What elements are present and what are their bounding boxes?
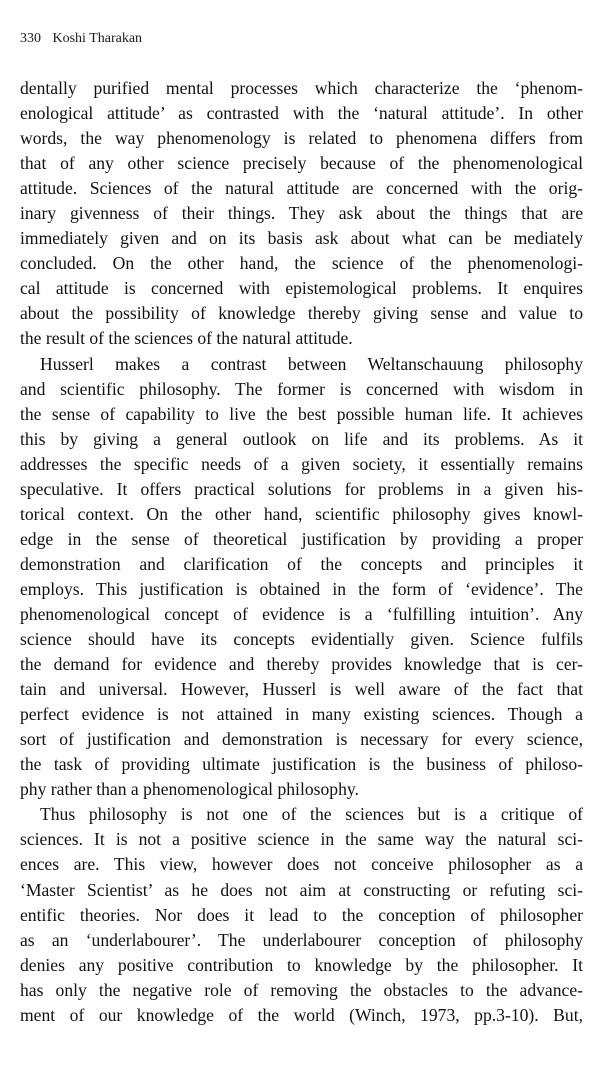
text-line: words, the way phenomenology is related to phenomena differs from	[20, 128, 583, 149]
text-line: cal attitude is concerned with epistemological problems. It enquires	[20, 278, 583, 299]
text-line: about the possibility of knowledge thereby giving sense and value to	[20, 303, 583, 324]
body-text	[20, 76, 583, 1028]
text-line: perfect evidence is not attained in many existing sciences. Though a	[20, 704, 583, 725]
text-line: employs. This justification is obtained in the form of ‘evidence’. The	[20, 578, 583, 599]
text-line: phenomenological concept of evidence is a ‘fulfilling intuition’. Any	[20, 603, 583, 624]
paragraph	[20, 802, 583, 1027]
text-line: the demand for evidence and thereby provides knowledge that is cer-	[20, 654, 583, 675]
paragraph	[20, 352, 583, 803]
text-line: tain and universal. However, Husserl is well aware of the fact that	[20, 679, 583, 700]
text-line: concluded. On the other hand, the science of the phenomenologi-	[20, 253, 583, 274]
text-line: ment of our knowledge of the world (Winch, 1973, pp.3-10). But,	[20, 1004, 583, 1025]
text-line: that of any other science precisely because of the phenomenological	[20, 153, 583, 174]
text-line: speculative. It offers practical solutions for problems in a given his-	[20, 478, 583, 499]
text-line: addresses the specific needs of a given society, it essentially remains	[20, 453, 583, 474]
text-line: sort of justification and demonstration is necessary for every science,	[20, 729, 583, 750]
text-line: denies any positive contribution to knowledge by the philosopher. It	[20, 954, 583, 975]
page-number: 330	[20, 31, 41, 46]
text-line: the sense of capability to live the best possible human life. It achieves	[20, 403, 583, 424]
text-line: this by giving a general outlook on life and its problems. As it	[20, 428, 583, 449]
text-line: science should have its concepts evidentially given. Science fulfils	[20, 629, 583, 650]
text-line: demonstration and clarification of the concepts and principles it	[20, 553, 583, 574]
text-line: Thus philosophy is not one of the sciences but is a critique of	[40, 804, 583, 825]
paragraph	[20, 76, 583, 352]
text-line: the result of the sciences of the natural attitude.	[20, 328, 353, 349]
text-line: phy rather than a phenomenological philosophy.	[20, 779, 359, 800]
text-line: dentally purified mental processes which characterize the ‘phenom-	[20, 78, 583, 98]
text-line: has only the negative role of removing the obstacles to the advance-	[20, 979, 583, 1000]
text-line: edge in the sense of theoretical justification by providing a proper	[20, 528, 583, 549]
text-line: ‘Master Scientist’ as he does not aim at constructing or refuting sci-	[20, 879, 583, 900]
running-header	[20, 30, 142, 48]
text-line: inary givenness of their things. They ask about the things that are	[20, 203, 583, 224]
text-line: ences are. This view, however does not conceive philosopher as a	[20, 854, 583, 875]
text-line: immediately given and on its basis ask about what can be mediately	[20, 228, 583, 249]
text-line: as an ‘underlabourer’. The underlabourer conception of philosophy	[20, 929, 583, 950]
text-line: the task of providing ultimate justification is the business of philoso-	[20, 754, 583, 775]
text-line: torical context. On the other hand, scientific philosophy gives knowl-	[20, 503, 583, 524]
running-head-author: Koshi Tharakan	[52, 31, 143, 46]
text-line: and scientific philosophy. The former is concerned with wisdom in	[20, 378, 583, 399]
text-line: attitude. Sciences of the natural attitude are concerned with the orig-	[20, 178, 583, 199]
text-line: sciences. It is not a positive science in the same way the natural sci-	[20, 829, 583, 850]
text-line: entific theories. Nor does it lead to the conception of philosopher	[20, 904, 583, 925]
text-line: Husserl makes a contrast between Weltanschauung philosophy	[40, 353, 583, 374]
text-line: enological attitude’ as contrasted with the ‘natural attitude’. In other	[20, 103, 583, 124]
